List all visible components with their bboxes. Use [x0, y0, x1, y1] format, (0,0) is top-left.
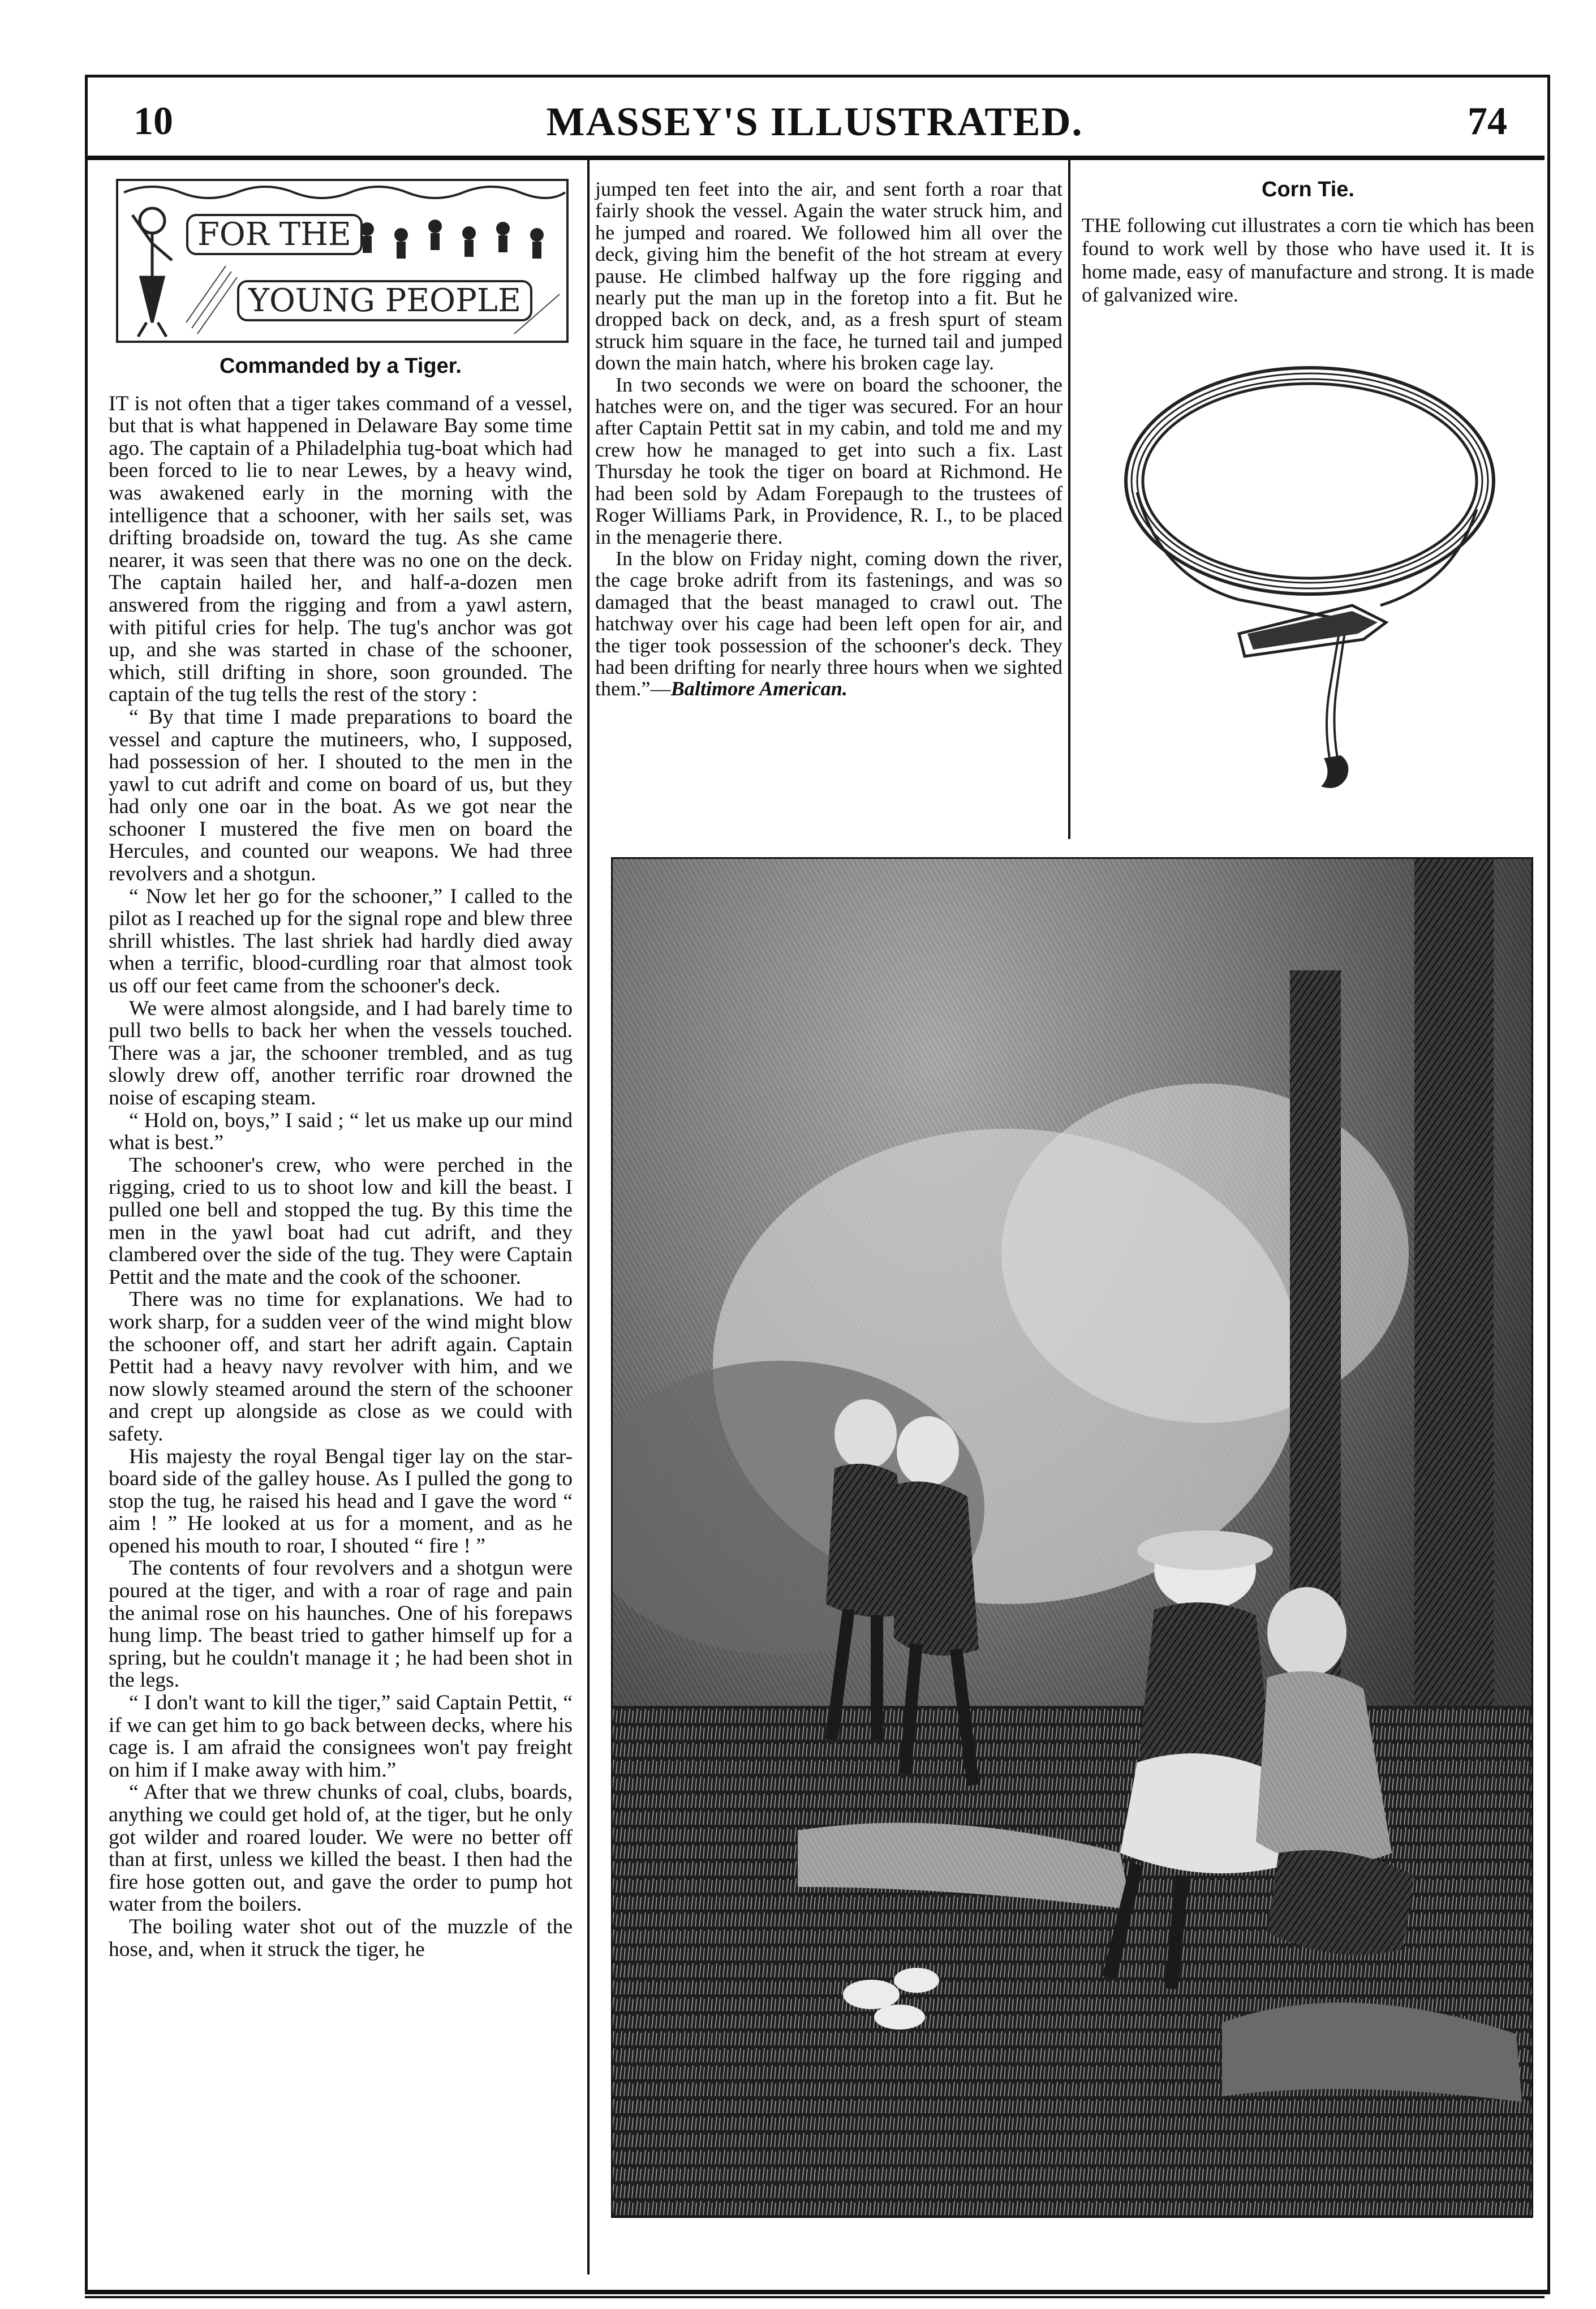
page-number-right: 74 — [1468, 100, 1507, 143]
column-divider-1 — [587, 160, 590, 849]
banner-line-2: YOUNG PEOPLE — [237, 280, 532, 321]
story-column-left — [109, 355, 573, 1960]
story-continuation-text: In the blow on Friday night, coming down the river, the cage broke adrift from its fastenings, and was so damaged that the beast managed to crawl out. The hatchway over his cage had been left open for air, and the tiger took possession of the schooner's deck. They had been drifting for nearly three hours when we sighted them.”— — [595, 547, 1062, 700]
corn-tie-text: THE following cut illustrates a corn tie which has been found to work well by those who have used it. It is home made, easy of manufacture and strong. It is made of galvanized wire. — [1082, 214, 1534, 306]
story-column-middle — [595, 178, 1062, 700]
story-paragraph: The boiling water shot out of the muzzle of the hose, and, when it struck the tiger, he — [109, 1915, 573, 1961]
children-in-forest-illustration — [611, 857, 1533, 2218]
story-paragraph: “ After that we threw chunks of coal, clubs, boards, anything we could get hold of, at the tiger, but he only got wilder and roared louder. We were no better off than at first, unless we killed the beast. I then had the fire hose gotten out, and gave the order to pump hot water from the boilers. — [109, 1781, 573, 1916]
column-divider-1b — [587, 849, 590, 2274]
page-number-left: 10 — [134, 100, 173, 143]
masthead: MASSEY'S ILLUSTRATED. — [546, 99, 1083, 144]
story-paragraph: The schooner's crew, who were perched in the rigging, cried to us to shoot low and kill the beast. I pulled one bell and stopped the tug. By this time the men in the yawl boat had cut adrift, and they clambered over the side of the tug. They were Captain Pettit and the mate and the cook of the schooner. — [109, 1153, 573, 1289]
header-rule — [85, 156, 1545, 160]
footer-rule — [85, 2296, 1545, 2298]
story-continuation-paragraph — [595, 548, 1062, 700]
story-title: Commanded by a Tiger. — [220, 354, 462, 378]
young-people-banner — [116, 179, 569, 343]
column-divider-2 — [1068, 160, 1070, 839]
story-paragraph: “ Now let her go for the schooner,” I called to the pilot as I reached up for the signal rope and blew three shrill whistles. The last shriek had hardly died away when a terrific, blood-curdling roar that almost took us off our feet came from the schooner's deck. — [109, 884, 573, 998]
story-paragraph: “ By that time I made preparations to board the vessel and capture the mutineers, who, I supposed, had possession of her. I shouted to the men in the yawl to cut adrift and come on board of us, but they had only one oar in the boat. As we got near the schooner I mustered the five men on board the Hercules, and counted our weapons. We had three revolvers and a shotgun. — [109, 705, 573, 886]
story-paragraph: “ Hold on, boys,” I said ; “ let us make up our mind what is best.” — [109, 1108, 573, 1155]
story-paragraph: His majesty the royal Bengal tiger lay on the star-board side of the galley house. As I pulled the gong to stop the tug, he raised his head and I gave the word “ aim ! ” He looked at us for a moment, and as he opened his mouth to roar, I shouted “ fire ! ” — [109, 1444, 573, 1558]
corn-tie-column — [1082, 178, 1534, 307]
banner-line-1: FOR THE — [186, 214, 363, 255]
story-paragraph: The contents of four revolvers and a shotgun were poured at the tiger, and with a roar of rage and pain the animal rose on his haunches. One of his forepaws hung limp. The beast tried to gather himself up for a spring, but he couldn't manage it ; he had been shot in the legs. — [109, 1556, 573, 1692]
corn-tie-title: Corn Tie. — [1262, 178, 1354, 201]
story-byline: Baltimore American. — [670, 677, 848, 700]
story-paragraph: We were almost alongside, and I had barely time to pull two bells to back her when the vessels touched. There was a jar, the schooner trembled, and as tug slowly drew off, another terrific roar drowned the noise of escaping steam. — [109, 996, 573, 1110]
story-paragraph: IT is not often that a tiger takes command of a vessel, but that is what happened in Delaware Bay some time ago. The captain of a Philadelphia tug-boat which had been forced to lie to near Lewes, by a heavy wind, was awakened early in the morning with the intelligence that a schooner, with her sails set, was drifting broadside on, toward the tug. As she came nearer, it was seen that there was no one on the deck. The captain hailed her, and half-a-dozen men answered from the rigging and from a yawl astern, with pitiful cries for help. The tug's anchor was got up, and she was started in chase of the schooner, which, still drifting in shore, soon grounded. The captain of the tug tells the rest of the story : — [109, 392, 573, 707]
story-paragraph: There was no time for explanations. We had to work sharp, for a sudden veer of the wind might blow the schooner off, and start her adrift again. Captain Pettit had a heavy navy revolver with him, and we now slowly steamed around the stern of the schooner and crept up alongside as close as we could with safety. — [109, 1288, 573, 1446]
corn-tie-illustration — [1115, 339, 1522, 837]
page-header — [85, 91, 1545, 153]
story-continuation-paragraph: jumped ten feet into the air, and sent forth a roar that fairly shook the vessel. Again the water struck him, and he jumped and roared. We followed him all over the deck, giving him the benefit of the hot stream at every pause. He climbed halfway up the fore rigging and nearly put the man up in the foretop into a fit. But he dropped back on deck, and, as a fresh spurt of steam struck him square in the face, he turned tail and jumped down the main hatch, where his broken cage lay. — [595, 178, 1062, 375]
story-continuation-paragraph: In two seconds we were on board the schooner, the hatches were on, and the tiger was secured. For an hour after Captain Pettit sat in my cabin, and told me and my crew how he managed to get into such a fix. Last Thursday he took the tiger on board at Richmond. He had been sold by Adam Forepaugh to the trustees of Roger Williams Park, in Providence, R. I., to be placed in the menagerie there. — [595, 373, 1062, 548]
story-paragraph: “ I don't want to kill the tiger,” said Captain Pettit, “ if we can get him to go back between decks, where his cage is. I am afraid the consignees won't pay freight on him if I make away with him.” — [109, 1691, 573, 1782]
